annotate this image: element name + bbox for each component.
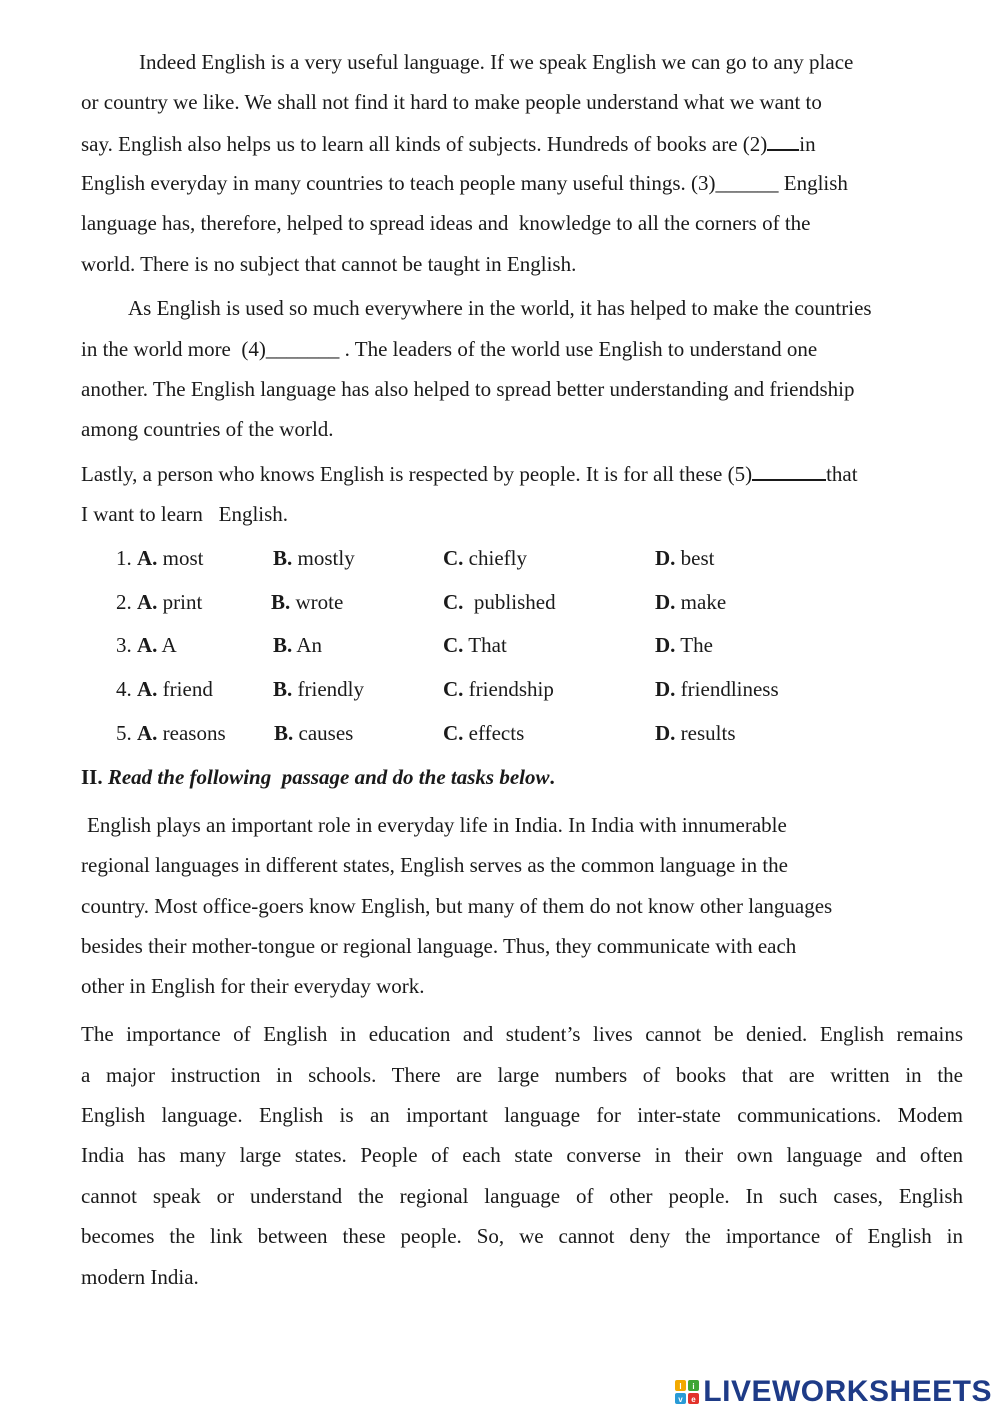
passage1-line-10: among countries of the world. [81,417,334,441]
question-1 [116,546,204,570]
passage1-line-3 [81,131,816,156]
liveworksheets-logo-icon [675,1380,699,1404]
passage1-line-11-end: that [826,462,858,486]
option-letter-a: A. [137,677,158,701]
passage1-line-2: or country we like. We shall not find it hard to make people understand what we want to [81,90,822,114]
option-a[interactable]: friend [162,677,213,701]
passage1-line-11 [81,461,858,486]
option-c[interactable]: friendship [468,677,554,701]
passage3-line-2: a major instruction in schools. There are large numbers of books that are written in the [81,1063,963,1087]
passage3-line-6: becomes the link between these people. So, we cannot deny the importance of English in [81,1224,963,1248]
question-3 [116,633,177,657]
option-b[interactable]: An [296,633,323,657]
option-letter-c: C. [443,721,464,745]
option-letter-a: A. [137,590,158,614]
question-5-option-d[interactable] [655,721,736,745]
option-d[interactable]: The [680,633,713,657]
option-b[interactable]: causes [298,721,354,745]
option-letter-b: B. [274,721,294,745]
option-letter-c: C. [443,546,464,570]
section-title-period: . [549,765,555,789]
passage3-line-5: cannot speak or understand the regional language of other people. In such cases, English [81,1184,963,1208]
option-b[interactable]: mostly [297,546,355,570]
passage2-line-1: English plays an important role in everyday life in India. In India with innumerable [87,813,787,837]
question-2 [116,590,202,614]
option-letter-a: A. [137,633,158,657]
passage3-line-4: India has many large states. People of each state converse in their own language and often [81,1143,963,1167]
passage3-line-7: modern India. [81,1265,199,1289]
passage1-line-4: English everyday in many countries to teach people many useful things. (3)______ English [81,171,848,195]
question-1-option-c[interactable] [443,546,527,570]
passage3-line-1: The importance of English in education and student’s lives cannot be denied. English remains [81,1022,963,1046]
option-letter-a: A. [137,546,158,570]
option-b[interactable]: friendly [297,677,364,701]
passage2-line-5: other in English for their everyday work. [81,974,425,998]
option-letter-d: D. [655,677,676,701]
question-2-option-c[interactable] [443,590,556,614]
option-letter-d: D. [655,721,676,745]
passage1-line-11-text: Lastly, a person who knows English is respected by people. It is for all these (5) [81,462,753,486]
question-5-option-b[interactable] [274,721,353,745]
question-4-option-c[interactable] [443,677,554,701]
option-letter-a: A. [137,721,158,745]
question-1-option-d[interactable] [655,546,715,570]
option-a[interactable]: most [162,546,204,570]
option-c[interactable]: chiefly [468,546,527,570]
svg-text:l: l [679,1382,682,1391]
passage1-line-3-text: say. English also helps us to learn all kinds of subjects. Hundreds of books are (2) [81,132,768,156]
question-5-option-c[interactable] [443,721,524,745]
question-number: 5. [116,721,132,745]
option-a[interactable]: reasons [162,721,226,745]
passage2-line-2: regional languages in different states, English serves as the common language in the [81,853,788,877]
svg-text:i: i [692,1382,695,1391]
option-c[interactable]: That [468,633,507,657]
section-numeral: II. [81,765,103,789]
liveworksheets-logo[interactable] [675,1375,992,1409]
question-4 [116,677,213,701]
question-2-option-b[interactable] [271,590,343,614]
question-4-option-b[interactable] [273,677,364,701]
question-2-option-d[interactable] [655,590,726,614]
svg-text:v: v [678,1395,684,1404]
option-d[interactable]: best [680,546,715,570]
option-c[interactable]: effects [468,721,525,745]
question-number: 1. [116,546,132,570]
passage1-line-7: As English is used so much everywhere in the world, it has helped to make the countries [128,296,872,320]
passage1-line-8: in the world more (4)_______ . The leaders of the world use English to understand one [81,337,818,361]
liveworksheets-wordmark: LIVEWORKSHEETS [703,1375,992,1408]
question-5 [116,721,226,745]
option-a[interactable]: print [162,590,203,614]
option-letter-d: D. [655,546,676,570]
question-number: 3. [116,633,132,657]
question-number: 4. [116,677,132,701]
option-letter-b: B. [273,677,293,701]
option-d[interactable]: friendliness [680,677,779,701]
option-letter-c: C. [443,633,464,657]
section-2-heading [81,765,555,789]
option-letter-c: C. [443,677,464,701]
passage1-line-5: language has, therefore, helped to spread ideas and knowledge to all the corners of the [81,211,811,235]
option-letter-d: D. [655,633,676,657]
passage2-line-4: besides their mother-tongue or regional language. Thus, they communicate with each [81,934,797,958]
option-c[interactable]: published [468,590,556,614]
passage1-line-1: Indeed English is a very useful language. If we speak English we can go to any place [139,50,854,74]
passage1-line-3-end: in [799,132,816,156]
option-letter-b: B. [271,590,291,614]
passage1-line-6: world. There is no subject that cannot be taught in English. [81,252,577,276]
option-d[interactable]: make [680,590,727,614]
option-b[interactable]: wrote [295,590,344,614]
blank-2[interactable] [767,131,799,151]
passage3-line-3: English language. English is an important language for inter-state communications. Modem [81,1103,963,1127]
question-3-option-d[interactable] [655,633,713,657]
passage1-line-9: another. The English language has also helped to spread better understanding and friendship [81,377,855,401]
question-3-option-b[interactable] [273,633,322,657]
question-1-option-b[interactable] [273,546,355,570]
question-4-option-d[interactable] [655,677,779,701]
option-d[interactable]: results [680,721,736,745]
option-a[interactable]: A [161,633,177,657]
passage1-line-12: I want to learn English. [81,502,289,526]
question-number: 2. [116,590,132,614]
blank-5[interactable] [752,461,826,481]
option-letter-c: C. [443,590,464,614]
section-title: Read the following passage and do the tasks below [107,765,550,789]
question-3-option-c[interactable] [443,633,507,657]
option-letter-d: D. [655,590,676,614]
svg-text:e: e [691,1395,697,1404]
option-letter-b: B. [273,633,293,657]
passage2-line-3: country. Most office-goers know English, but many of them do not know other languages [81,894,833,918]
option-letter-b: B. [273,546,293,570]
